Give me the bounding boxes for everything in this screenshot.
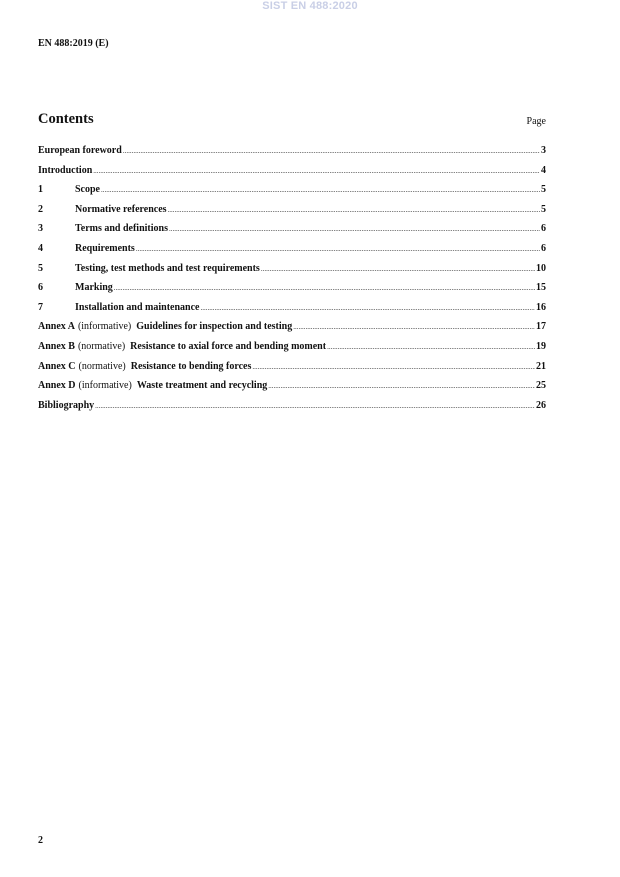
toc-entry-page: 21 (536, 360, 546, 372)
toc-entry-page: 5 (541, 203, 546, 215)
toc-entry-title: European foreword (38, 145, 122, 156)
toc-entry-requirements[interactable] (38, 243, 546, 263)
toc-entry-page: 10 (536, 262, 546, 274)
toc-entry-title: Waste treatment and recycling (136, 380, 268, 392)
toc-entry-number: 4 (38, 242, 43, 254)
toc-entry-title: Marking (75, 282, 113, 294)
toc-dot-leader (95, 402, 535, 410)
toc-annex-type: (normative) (78, 360, 126, 372)
toc-entry-marking[interactable] (38, 282, 546, 302)
toc-entry-title: Normative references (75, 203, 167, 215)
toc-entry-page: 25 (536, 380, 546, 392)
toc-annex-type: (informative) (78, 380, 132, 392)
toc-dot-leader (268, 382, 535, 390)
toc-entry-annex-b[interactable] (38, 341, 546, 361)
toc-dot-leader (261, 265, 535, 273)
toc-entry-number: 6 (38, 282, 43, 294)
toc-entry-number: 5 (38, 262, 43, 274)
toc-entry-title: Resistance to bending forces (130, 360, 252, 372)
page-number: 2 (38, 835, 43, 846)
toc-dot-leader (293, 323, 535, 331)
toc-annex-label: Annex C (38, 360, 76, 372)
toc-entry-annex-c[interactable] (38, 361, 546, 381)
toc-entry-page: 4 (541, 164, 546, 176)
watermark: SIST EN 488:2020 (262, 0, 358, 12)
toc-entry-title: Guidelines for inspection and testing (136, 321, 293, 333)
toc-dot-leader (114, 284, 535, 292)
toc-annex-label: Annex B (38, 340, 75, 352)
toc-entry-annex-d[interactable] (38, 380, 546, 400)
toc-entry-number: 3 (38, 223, 43, 235)
page-column-label: Page (526, 116, 546, 127)
toc-entry-page: 5 (541, 184, 546, 196)
toc-dot-leader (93, 167, 540, 175)
document-id-header: EN 488:2019 (E) (38, 38, 109, 49)
toc-dot-leader (327, 343, 535, 351)
toc-entry-annex-a[interactable] (38, 321, 546, 341)
toc-entry-testing[interactable] (38, 263, 546, 283)
toc-annex-label: Annex A (38, 321, 75, 333)
toc-dot-leader (252, 363, 535, 371)
toc-entry-page: 19 (536, 340, 546, 352)
toc-entry-title: Requirements (75, 242, 135, 254)
toc-entry-page: 6 (541, 242, 546, 254)
toc-dot-leader (169, 225, 540, 233)
toc-entry-scope[interactable] (38, 184, 546, 204)
toc-entry-title: Resistance to axial force and bending moment (130, 340, 327, 352)
toc-entry-european-foreword[interactable] (38, 145, 546, 165)
toc-entry-title: Introduction (38, 164, 93, 176)
toc-dot-leader (136, 245, 540, 253)
toc-entry-page: 17 (536, 321, 546, 333)
toc-annex-type: (informative) (77, 321, 132, 333)
toc-entry-introduction[interactable] (38, 165, 546, 185)
toc-entry-number: 1 (38, 184, 43, 196)
toc-entry-page: 6 (541, 223, 546, 235)
toc-annex-type: (normative) (77, 340, 126, 352)
toc-dot-leader (168, 206, 540, 214)
toc-annex-label: Annex D (38, 380, 76, 392)
toc-entry-installation-and-maintenance[interactable] (38, 302, 546, 322)
toc-entry-title: Testing, test methods and test requirements (75, 262, 260, 274)
toc-entry-normative-references[interactable] (38, 204, 546, 224)
contents-heading: Contents (38, 111, 94, 127)
toc-entry-bibliography[interactable] (38, 400, 546, 420)
toc-entry-number: 2 (38, 203, 43, 215)
toc-entry-page: 15 (536, 282, 546, 294)
toc-dot-leader (200, 304, 535, 312)
toc-entry-title: Installation and maintenance (75, 301, 200, 313)
toc-entry-number: 7 (38, 301, 43, 313)
toc-entry-page: 16 (536, 301, 546, 313)
toc-dot-leader (123, 147, 540, 155)
toc-entry-terms-and-definitions[interactable] (38, 223, 546, 243)
toc-entry-title: Scope (75, 184, 100, 196)
table-of-contents (38, 145, 546, 419)
toc-entry-page: 26 (536, 399, 546, 411)
toc-entry-page: 3 (541, 145, 546, 156)
toc-dot-leader (101, 186, 540, 194)
toc-entry-title: Terms and definitions (75, 223, 168, 235)
toc-entry-title: Bibliography (38, 399, 95, 411)
